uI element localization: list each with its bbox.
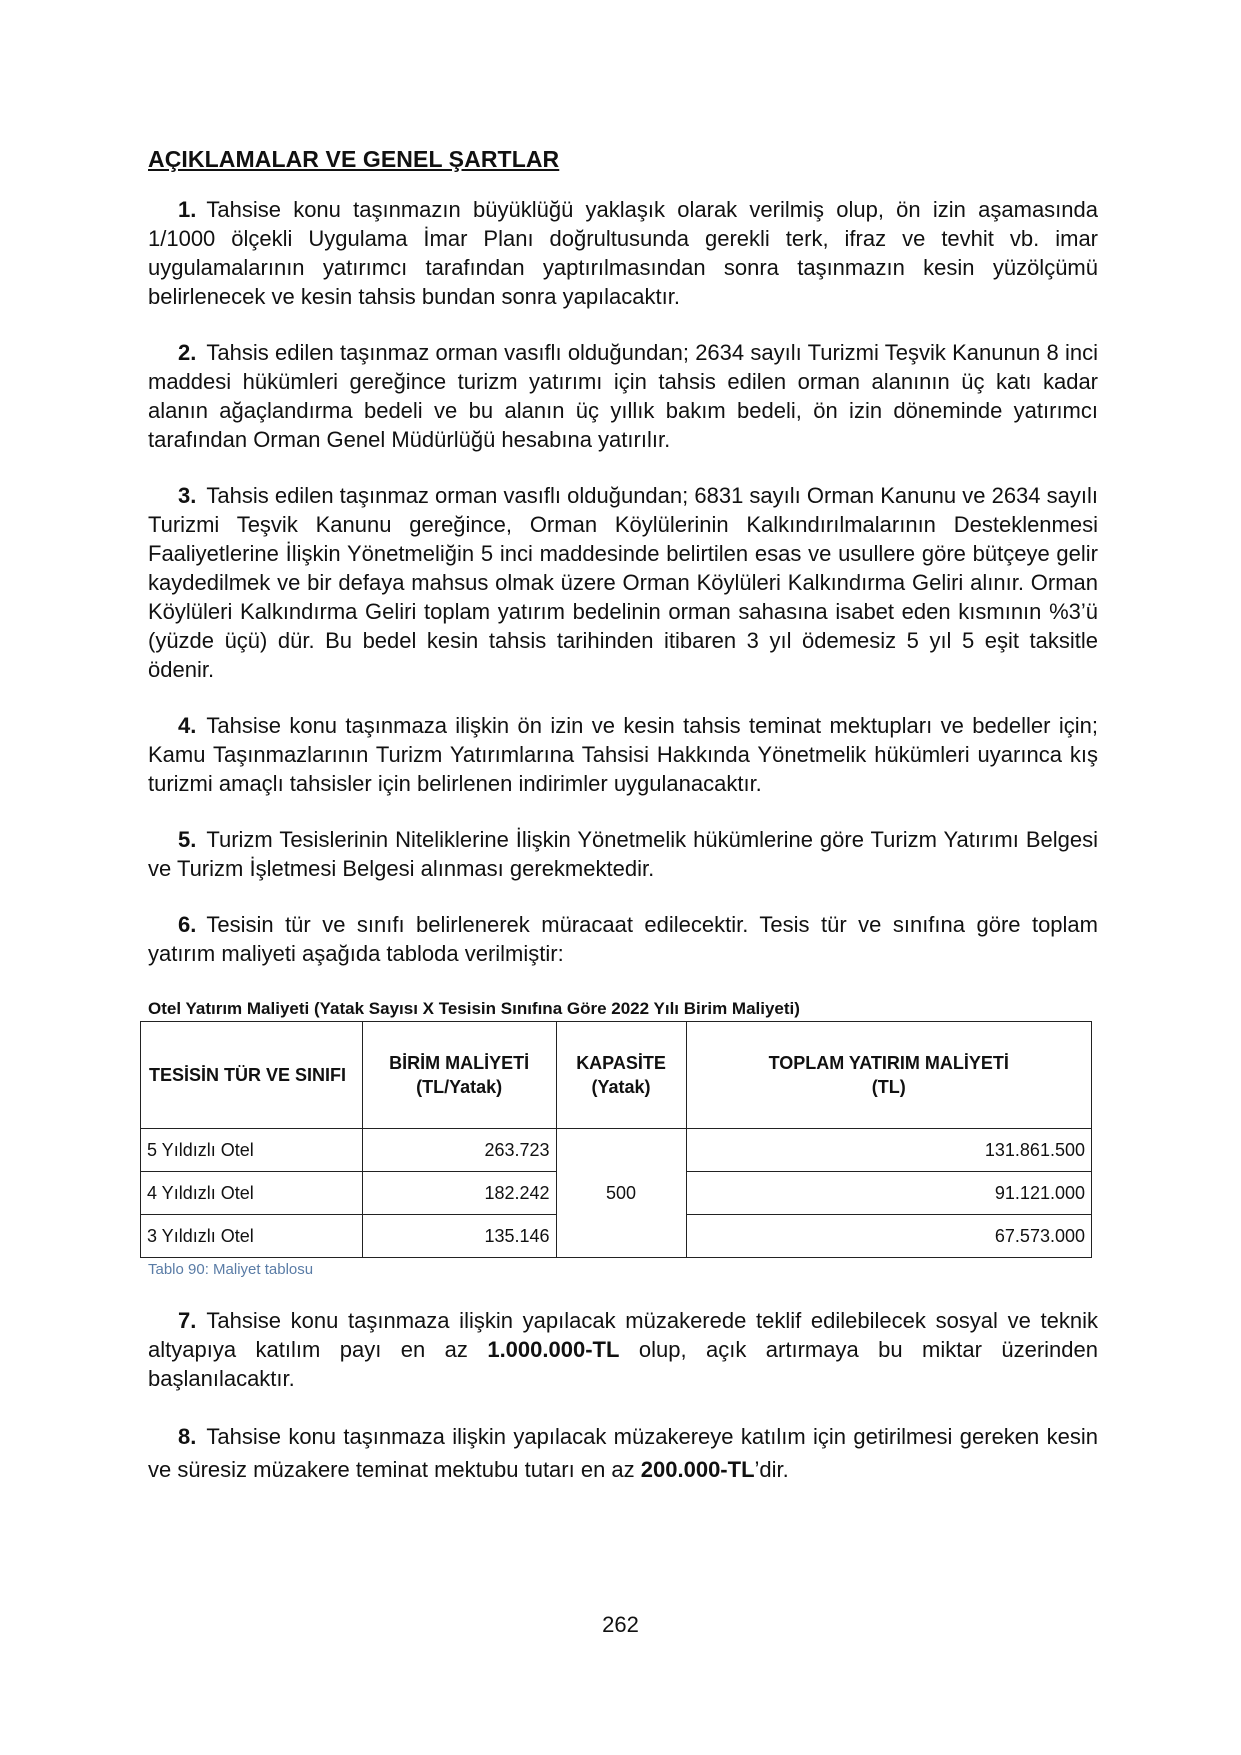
paragraph-number: 8. (178, 1424, 197, 1449)
bold-amount: 1.000.000-TL (487, 1337, 620, 1362)
column-header-total-cost: TOPLAM YATIRIM MALİYETİ (TL) (686, 1022, 1092, 1129)
table-caption: Tablo 90: Maliyet tablosu (148, 1261, 314, 1278)
paragraph-text: olup, açık artırmaya bu miktar üzerinden başlanılacaktır. (148, 1337, 1098, 1391)
paragraph-number: 1. (178, 197, 197, 222)
paragraph-number: 4. (178, 713, 197, 738)
paragraph-text: Tahsise konu taşınmazın büyüklüğü yaklaşık olarak verilmiş olup, ön izin aşamasında 1/1000 ölçekli Uygulama İmar Planı doğrultusunda gerekli terk, ifraz ve tevhit vb. imar uygulamalarının yatırımcı tarafından yaptırılmasından sonra taşınmazın kesin yüzölçümü belirlenecek ve kesin tahsis bundan sonra yapılacaktır. (148, 197, 1098, 309)
section-title: AÇIKLAMALAR VE GENEL ŞARTLAR (148, 146, 560, 172)
paragraph-number: 7. (178, 1308, 197, 1333)
unit-cost-cell: 182.242 (362, 1172, 556, 1215)
hotel-type-cell: 5 Yıldızlı Otel (141, 1129, 363, 1172)
paragraph-text: Tahsis edilen taşınmaz orman vasıflı olduğundan; 2634 sayılı Turizmi Teşvik Kanunun 8 inci maddesi hükümleri gereğince turizm yatırımı için tahsis edilen orman alanının üç katı kadar alanın ağaçlandırma bedeli ve bu alanın üç yıllık bakım bedeli, ön izin döneminde yatırımcı tarafından Orman Genel Müdürlüğü hesabına yatırılır. (148, 340, 1098, 452)
paragraph-4 (148, 711, 1098, 798)
table-header-row (141, 1022, 1092, 1129)
paragraph-2 (148, 338, 1098, 454)
table-row (141, 1129, 1092, 1172)
column-header-type: TESİSİN TÜR VE SINIFI (141, 1022, 363, 1129)
paragraph-number: 2. (178, 340, 197, 365)
paragraph-text: Tahsise konu taşınmaza ilişkin yapılacak müzakerede teklif edilebilecek sosyal ve teknik altyapıya katılım payı en az (148, 1308, 1098, 1362)
total-cost-cell: 67.573.000 (686, 1215, 1092, 1258)
paragraph-number: 3. (178, 483, 197, 508)
paragraph-1 (148, 195, 1098, 311)
paragraph-text: Tesisin tür ve sınıfı belirlenerek müracaat edilecektir. Tesis tür ve sınıfına göre toplam yatırım maliyeti aşağıda tabloda verilmiştir: (148, 912, 1098, 966)
paragraph-text: ’dir. (754, 1457, 789, 1482)
unit-cost-cell: 135.146 (362, 1215, 556, 1258)
paragraph-number: 6. (178, 912, 197, 937)
page-number: 262 (602, 1612, 639, 1637)
capacity-cell: 500 (556, 1129, 686, 1258)
total-cost-cell: 91.121.000 (686, 1172, 1092, 1215)
table-title: Otel Yatırım Maliyeti (Yatak Sayısı X Tesisin Sınıfına Göre 2022 Yılı Birim Maliyeti) (148, 999, 800, 1018)
hotel-type-cell: 3 Yıldızlı Otel (141, 1215, 363, 1258)
paragraph-text: Tahsis edilen taşınmaz orman vasıflı olduğundan; 6831 sayılı Orman Kanunu ve 2634 sayılı Turizmi Teşvik Kanunu gereğince, Orman Köylülerinin Kalkındırılmalarının Desteklenmesi Faaliyetlerine İlişkin Yönetmeliğin 5 inci maddesinde belirtilen esas ve usullere göre bütçeye gelir kaydedilmek ve bir defaya mahsus olmak üzere Orman Köylüleri Kalkındırma Geliri alınır. Orman Köylüleri Kalkındırma Geliri toplam yatırım bedelinin orman sahasına isabet eden kısmının %3’ü (yüzde üçü) dür. Bu bedel kesin tahsis tarihinden itibaren 3 yıl ödemesiz 5 yıl 5 eşit taksitle ödenir. (148, 483, 1098, 682)
paragraph-8 (148, 1420, 1098, 1486)
paragraph-number: 5. (178, 827, 197, 852)
column-header-unit-cost: BİRİM MALİYETİ (TL/Yatak) (362, 1022, 556, 1129)
paragraph-text: Tahsise konu taşınmaza ilişkin ön izin ve kesin tahsis teminat mektupları ve bedeller için; Kamu Taşınmazlarının Turizm Yatırımlarına Tahsisi Hakkında Yönetmelik hükümleri uyarınca kış turizmi amaçlı tahsisler için belirlenen indirimler uygulanacaktır. (148, 713, 1098, 796)
total-cost-cell: 131.861.500 (686, 1129, 1092, 1172)
document-page (148, 146, 1098, 1513)
paragraph-6 (148, 910, 1098, 968)
column-header-capacity: KAPASİTE (Yatak) (556, 1022, 686, 1129)
paragraph-text: Tahsise konu taşınmaza ilişkin yapılacak müzakereye katılım için getirilmesi gereken kesin ve süresiz müzakere teminat mektubu tutarı en az (148, 1424, 1098, 1482)
cost-table (140, 1021, 1092, 1258)
paragraph-text: Turizm Tesislerinin Niteliklerine İlişkin Yönetmelik hükümlerine göre Turizm Yatırımı Belgesi ve Turizm İşletmesi Belgesi alınması gerekmektedir. (148, 827, 1098, 881)
bold-amount: 200.000-TL (640, 1457, 755, 1482)
unit-cost-cell: 263.723 (362, 1129, 556, 1172)
hotel-type-cell: 4 Yıldızlı Otel (141, 1172, 363, 1215)
paragraph-7 (148, 1306, 1098, 1393)
paragraph-3 (148, 481, 1098, 684)
paragraph-5 (148, 825, 1098, 883)
